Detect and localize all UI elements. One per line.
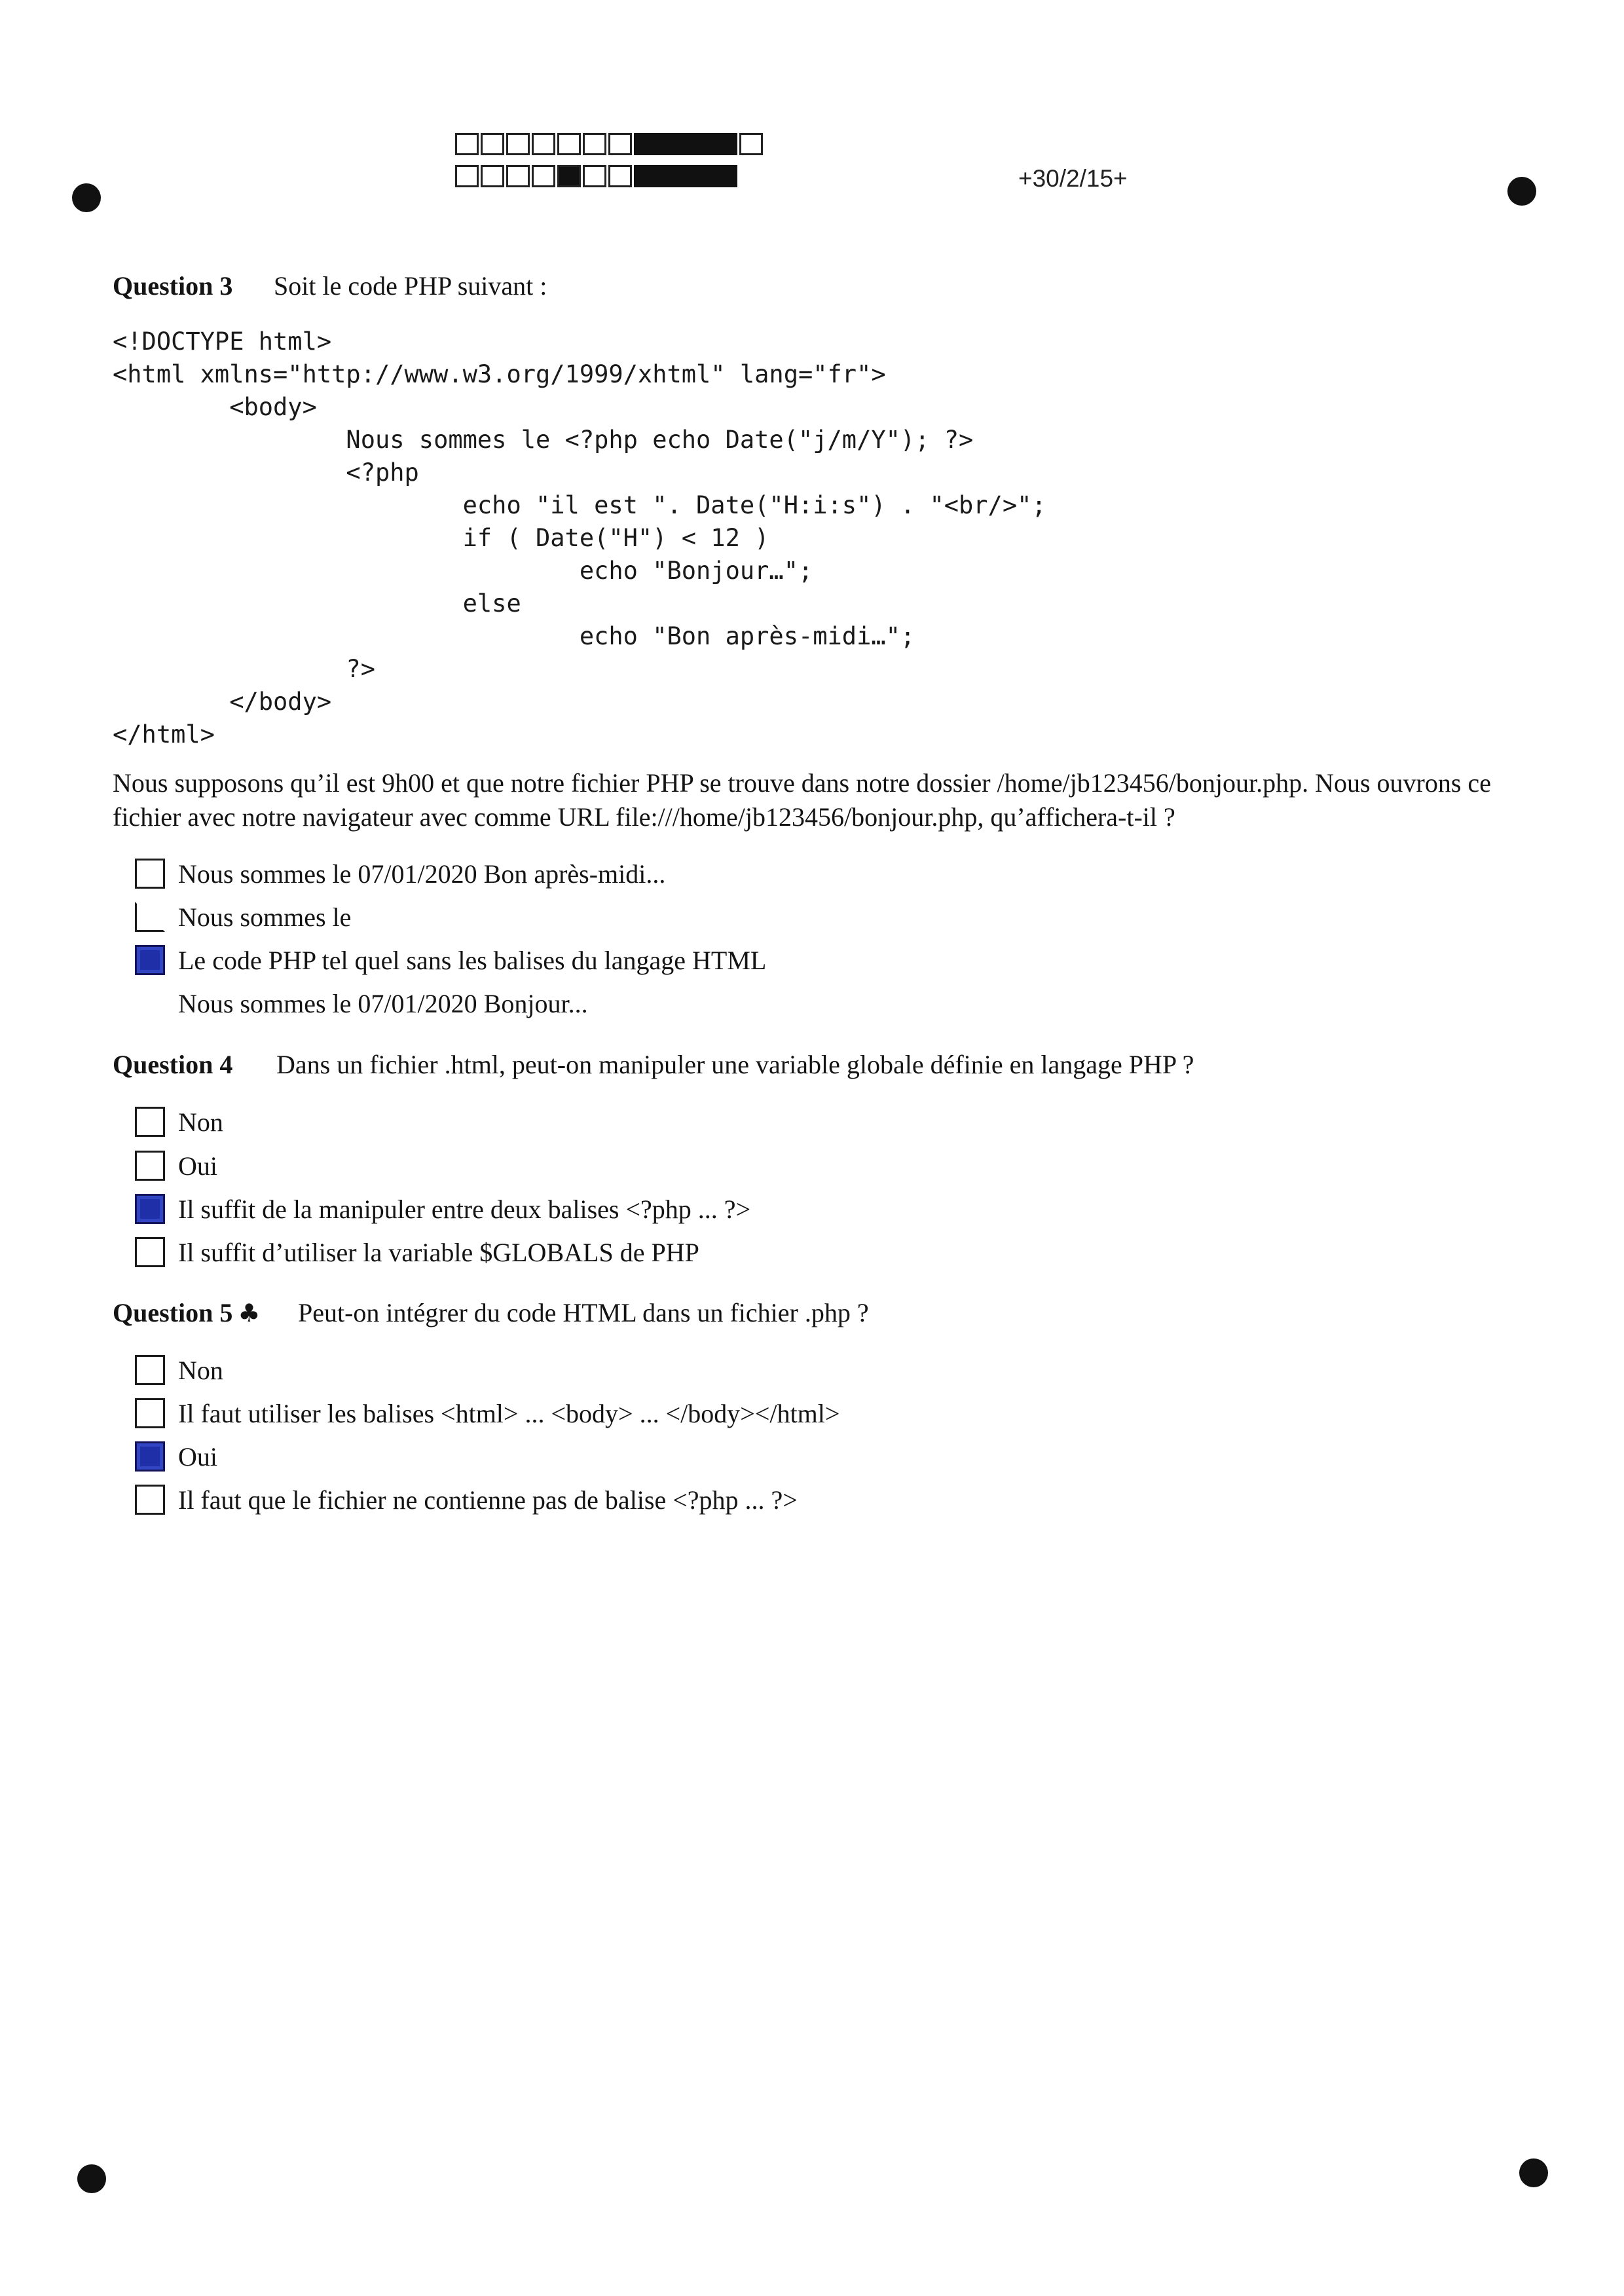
option-label: Il faut utiliser les balises <html> ... <body> ... </body></html> — [178, 1398, 840, 1428]
php-code-block — [113, 325, 1046, 751]
answer-checkbox[interactable] — [135, 1485, 165, 1515]
question-3-option-2[interactable] — [135, 900, 351, 933]
question-text: Peut-on intégrer du code HTML dans un fichier .php ? — [298, 1298, 869, 1327]
binary-code-row-2 — [455, 165, 739, 187]
question-text: Dans un fichier .html, peut-on manipuler une variable globale définie en langage PHP ? — [276, 1050, 1194, 1079]
question-4-option-4[interactable] — [135, 1236, 699, 1268]
answer-checkbox[interactable] — [135, 859, 165, 889]
question-number: Question 3 — [113, 271, 233, 301]
answer-checkbox[interactable] — [135, 1355, 165, 1385]
option-label: Oui — [178, 1151, 217, 1181]
option-label: Oui — [178, 1441, 217, 1472]
question-5-option-3[interactable] — [135, 1440, 217, 1473]
code-line: <html xmlns="http://www.w3.org/1999/xhtml" lang="fr"> — [113, 360, 886, 388]
option-label: Non — [178, 1107, 223, 1137]
question-3-option-3[interactable] — [135, 944, 766, 976]
question-4-header — [113, 1050, 1194, 1079]
code-line: <body> — [113, 393, 317, 421]
binary-code-row-1 — [455, 133, 765, 155]
code-line: echo "Bonjour…"; — [113, 557, 813, 585]
question-text: Soit le code PHP suivant : — [274, 271, 547, 301]
option-label: Non — [178, 1355, 223, 1385]
answer-checkbox[interactable] — [135, 902, 165, 932]
question-5-header — [113, 1298, 869, 1327]
code-line: ?> — [113, 655, 375, 683]
option-label: Le code PHP tel quel sans les balises du langage HTML — [178, 945, 767, 975]
question-5-option-2[interactable] — [135, 1397, 840, 1430]
code-line: echo "il est ". Date("H:i:s") . "<br/>"; — [113, 491, 1046, 519]
question-3-option-1[interactable] — [135, 857, 665, 890]
corner-marker-top-left — [72, 183, 101, 212]
code-line: <!DOCTYPE html> — [113, 327, 332, 356]
corner-marker-bottom-right — [1519, 2158, 1548, 2187]
answer-checkbox[interactable] — [135, 1398, 165, 1428]
code-line: Nous sommes le <?php echo Date("j/m/Y"); ?> — [113, 426, 974, 454]
option-label: Il suffit de la manipuler entre deux balises <?php ... ?> — [178, 1194, 751, 1224]
code-line: </html> — [113, 720, 215, 749]
answer-checkbox-checked[interactable] — [135, 1194, 165, 1224]
question-3-paragraph: Nous supposons qu’il est 9h00 et que notre fichier PHP se trouve dans notre dossier /home/jb123456/bonjour.php. Nous ouvrons ce fichier avec notre navigateur avec comme URL file:///home/jb123456/bonjour.php, qu’affichera-t-il ? — [113, 768, 1491, 832]
club-icon: ♣ — [238, 1299, 261, 1327]
code-line: echo "Bon après-midi…"; — [113, 622, 915, 650]
option-label: Nous sommes le — [178, 902, 352, 932]
question-5-option-1[interactable] — [135, 1354, 223, 1386]
question-4-option-3[interactable] — [135, 1193, 750, 1225]
answer-checkbox-checked[interactable] — [135, 1441, 165, 1472]
answer-checkbox[interactable] — [135, 1151, 165, 1181]
code-line: </body> — [113, 688, 332, 716]
corner-marker-top-right — [1507, 177, 1536, 206]
question-4-option-2[interactable] — [135, 1149, 217, 1182]
option-label: Nous sommes le 07/01/2020 Bonjour... — [178, 988, 588, 1018]
option-label: Il faut que le fichier ne contienne pas de balise <?php ... ?> — [178, 1485, 798, 1515]
answer-checkbox[interactable] — [135, 988, 165, 1018]
corner-marker-bottom-left — [77, 2164, 106, 2193]
code-line: <?php — [113, 458, 419, 487]
question-3-option-4[interactable] — [135, 987, 588, 1020]
question-5-option-4[interactable] — [135, 1483, 798, 1516]
question-number: Question 4 — [113, 1050, 233, 1079]
question-number: Question 5 — [113, 1298, 233, 1327]
question-3-header — [113, 271, 547, 301]
answer-checkbox[interactable] — [135, 1107, 165, 1137]
option-label: Nous sommes le 07/01/2020 Bon après-midi... — [178, 859, 666, 889]
option-label: Il suffit d’utiliser la variable $GLOBALS de PHP — [178, 1237, 699, 1267]
code-line: else — [113, 589, 521, 618]
answer-checkbox-checked[interactable] — [135, 945, 165, 975]
question-4-option-1[interactable] — [135, 1105, 223, 1138]
code-line: if ( Date("H") < 12 ) — [113, 524, 769, 552]
sheet-id: +30/2/15+ — [1018, 165, 1128, 192]
answer-checkbox[interactable] — [135, 1237, 165, 1267]
